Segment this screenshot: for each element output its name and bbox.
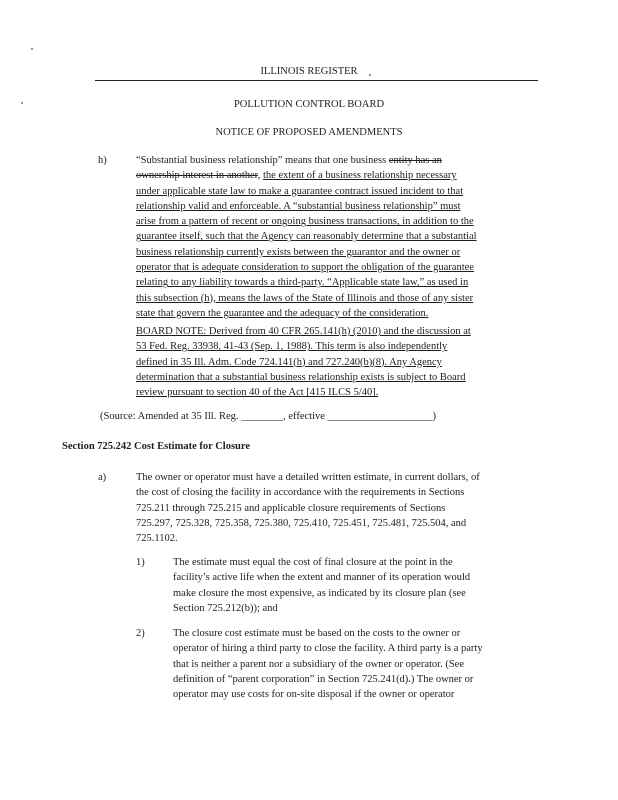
inserted-text: operator that is adequate consideration to support the obligation of the guarantee — [136, 262, 474, 274]
item-h-line — [136, 245, 477, 260]
board-note — [136, 324, 471, 400]
item-2-line: that is neither a parent nor a subsidiary of the owner or operator. (See — [173, 658, 464, 670]
inserted-text: determination that a substantial business relationship exists is subject to Board — [136, 371, 466, 383]
item-a-line: The owner or operator must have a detailed written estimate, in current dollars, of — [136, 472, 480, 483]
item-2-text — [173, 626, 483, 702]
item-a-line: 725.297, 725.328, 725.358, 725.380, 725.410, 725.451, 725.481, 725.504, and — [136, 517, 467, 529]
item-a-line: 725.211 through 725.215 and applicable closure requirements of Sections — [136, 502, 446, 514]
board-note-line — [136, 370, 471, 385]
source-prefix: (Source: Amended at 35 Ill. Reg. ________, effective — [100, 411, 328, 422]
notice-title: NOTICE OF PROPOSED AMENDMENTS — [215, 127, 403, 138]
header-rule — [95, 80, 538, 81]
item-1-line: Section 725.212(b)); and — [173, 602, 278, 614]
inserted-text: relationship valid and enforceable. A “substantial business relationship” must — [136, 200, 461, 212]
inserted-text: BOARD NOTE: Derived from 40 CFR 265.141(h) (2010) and the discussion at — [136, 326, 471, 337]
item-h-text — [136, 153, 477, 321]
item-h-line — [136, 214, 477, 229]
item-h-line — [136, 184, 477, 199]
inserted-text: business relationship currently exists between the guarantor and the owner or — [136, 246, 461, 258]
item-1-line: The estimate must equal the cost of final closure at the point in the — [173, 557, 453, 568]
item-h-line — [136, 199, 477, 214]
item-a-line: 725.1102. — [136, 533, 178, 545]
text-run: , — [257, 170, 264, 182]
item-h-line — [136, 291, 477, 306]
register-title — [0, 66, 618, 77]
board-title: POLLUTION CONTROL BOARD — [233, 99, 385, 110]
item-2-label: 2) — [136, 628, 145, 639]
item-h-line — [136, 168, 477, 183]
board-note-line — [136, 324, 471, 339]
inserted-text: the extent of a business relationship necessary — [263, 170, 457, 182]
item-2-line: operator may use costs for on-site disposal if the owner or operator — [173, 689, 455, 701]
deleted-text: ownership interest in another — [136, 170, 258, 182]
inserted-text: relating to any liability towards a third-party. “Applicable state law,” as used in — [136, 277, 469, 289]
register-title-text: ILLINOIS REGISTER — [260, 66, 358, 77]
item-h-line — [136, 275, 477, 290]
inserted-text: state that govern the guarantee and the adequacy of the consideration. — [136, 307, 429, 319]
scan-speck — [31, 48, 33, 50]
board-note-line — [136, 385, 471, 400]
inserted-text: 53 Fed. Reg. 33938, 41-43 (Sep. 1, 1988). This term is also independently — [136, 341, 448, 353]
inserted-text: guarantee itself, such that the Agency can reasonably determine that a substantial — [136, 231, 477, 243]
scan-speck — [21, 102, 23, 104]
source-blank: ____________________ — [327, 411, 433, 422]
item-a-label: a) — [98, 472, 107, 483]
board-note-line — [136, 339, 471, 354]
inserted-text: this subsection (h), means the laws of the State of Illinois and those of any sister — [136, 292, 474, 304]
item-1-label: 1) — [136, 557, 145, 568]
item-1-line: facility’s active life when the extent and manner of its operation would — [173, 572, 471, 584]
board-note-line — [136, 355, 471, 370]
inserted-text: defined in 35 Ill. Adm. Code 724.141(h) and 727.240(b)(8). Any Agency — [136, 356, 442, 368]
item-1-text — [173, 555, 470, 616]
text-run: “Substantial business relationship” means that one business — [136, 155, 389, 166]
item-2-line: The closure cost estimate must be based on the costs to the owner or — [173, 628, 461, 639]
item-2-line: definition of “parent corporation” in Section 725.241(d).) The owner or — [173, 673, 474, 685]
scan-speck — [369, 74, 371, 76]
item-h-line — [136, 229, 477, 244]
item-h-line — [136, 260, 477, 275]
inserted-text: arise from a pattern of recent or ongoing business transactions, in addition to the — [136, 216, 474, 228]
source-suffix: ) — [432, 411, 437, 422]
source-note — [100, 411, 436, 422]
item-h-line — [136, 306, 477, 321]
item-h-line — [136, 153, 477, 168]
item-h-label: h) — [98, 155, 107, 166]
item-a-line: the cost of closing the facility in accordance with the requirements in Sections — [136, 487, 465, 499]
inserted-text: review pursuant to section 40 of the Act [415 ILCS 5/40]. — [136, 387, 379, 399]
item-1-line: make closure the most expensive, as indicated by its closure plan (see — [173, 587, 466, 599]
item-2-line: operator of hiring a third party to close the facility. A third party is a party — [173, 643, 483, 655]
item-a-text — [136, 470, 480, 546]
inserted-text: under applicable state law to make a guarantee contract issued incident to that — [136, 185, 464, 197]
section-heading: Section 725.242 Cost Estimate for Closure — [62, 441, 251, 452]
deleted-text: entity has an — [388, 155, 442, 166]
